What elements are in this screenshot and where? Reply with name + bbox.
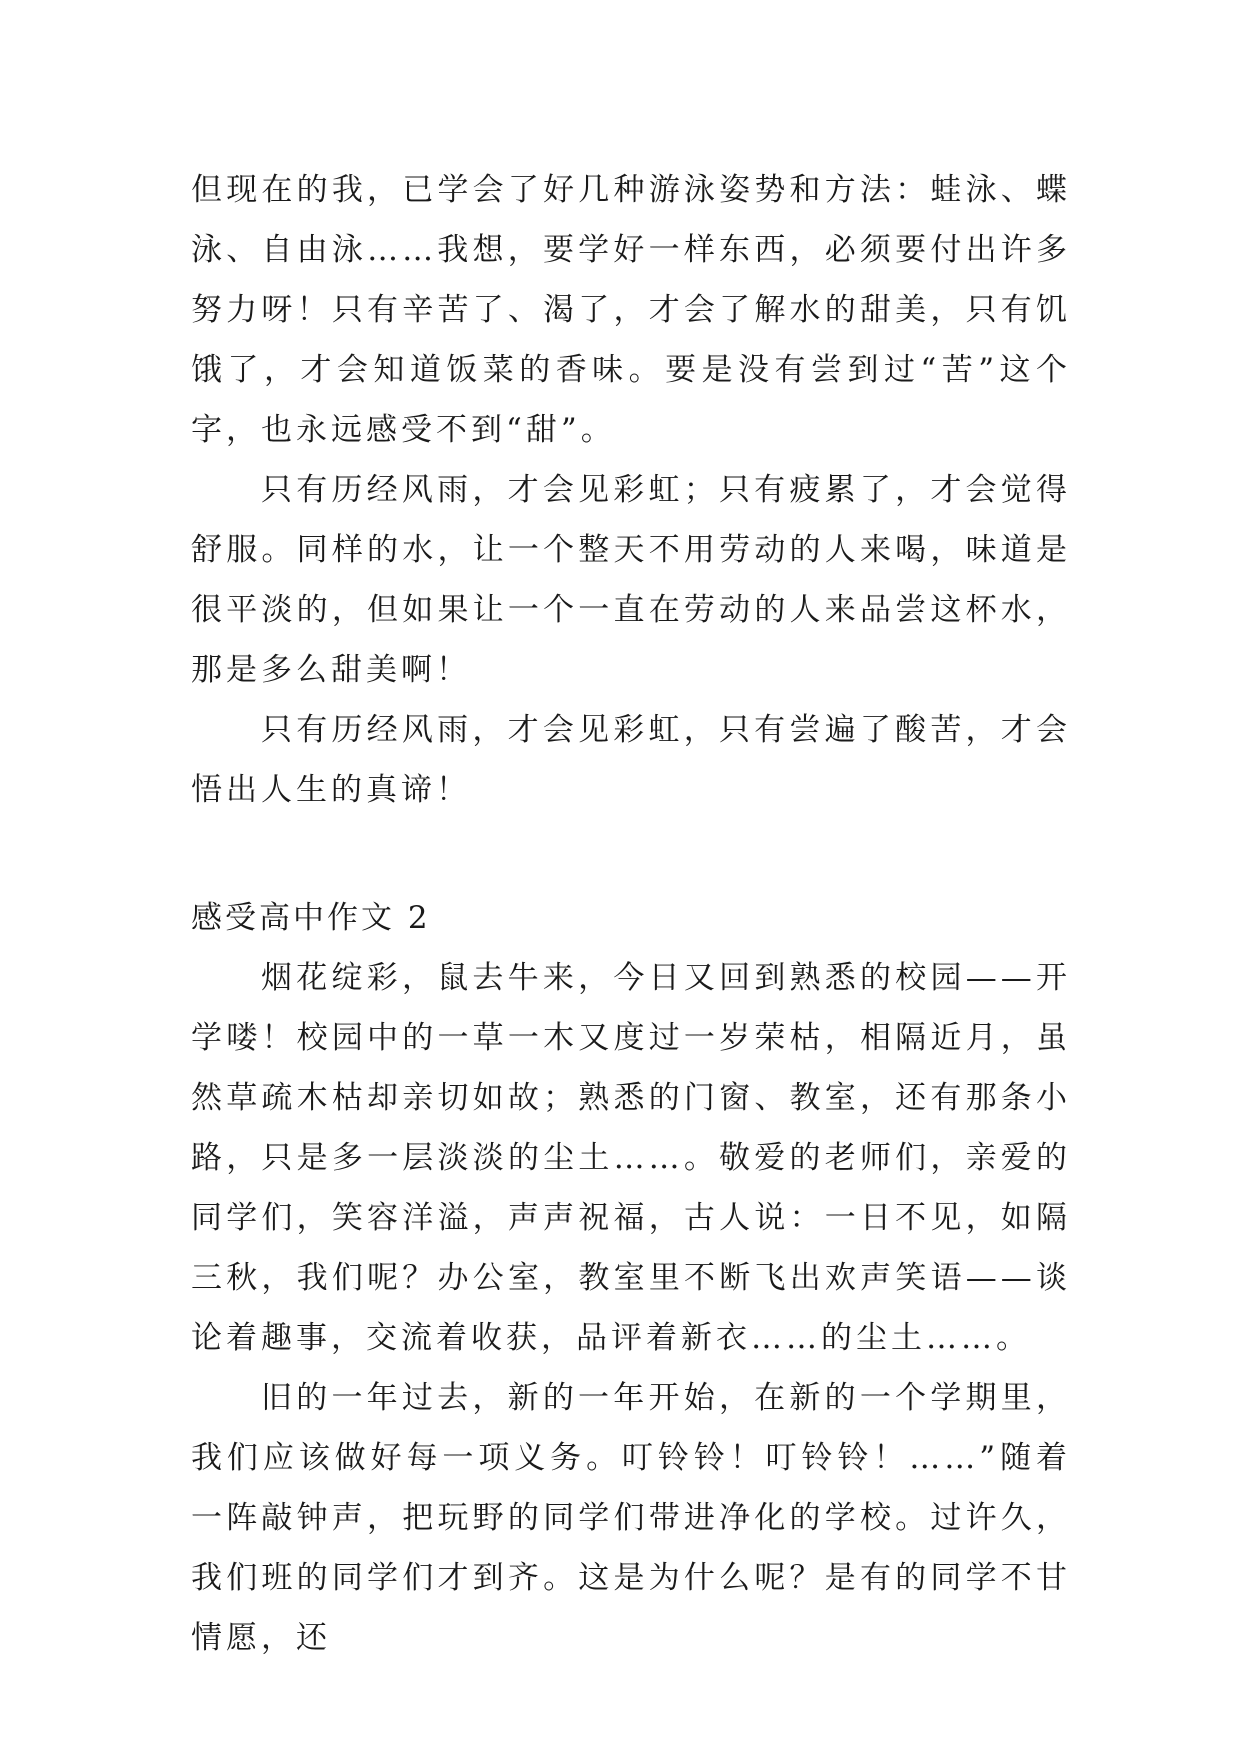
paragraph-school-opening: 烟花绽彩，鼠去牛来，今日又回到熟悉的校园——开学喽！校园中的一草一木又度过一岁荣枯，相隔近月，虽然草疏木枯却亲切如故；熟悉的门窗、教室，还有那条小路，只是多一层淡淡的尘土……。敬爱的老师们，亲爱的同学们，笑容洋溢，声声祝福，古人说：一日不见，如隔三秋，我们呢？办公室，教室里不断飞出欢声笑语——谈论着趣事，交流着收获，品评着新衣……的尘土……。 xyxy=(191,960,1071,1356)
paragraph-rainbow-truth: 只有历经风雨，才会见彩虹，只有尝遍了酸苦，才会悟出人生的真谛！ xyxy=(191,712,1071,808)
section-title: 感受高中作文 2 xyxy=(191,900,431,936)
paragraph-swimming: 但现在的我，已学会了好几种游泳姿势和方法：蛙泳、蝶泳、自由泳……我想，要学好一样东西，必须要付出许多努力呀！只有辛苦了、渴了，才会了解水的甜美，只有饥饿了，才会知道饭菜的香味。要是没有尝到过“苦”这个字，也永远感受不到“甜”。 xyxy=(191,172,1071,448)
document-body xyxy=(191,160,1071,1668)
paragraph-rainbow-tired: 只有历经风雨，才会见彩虹；只有疲累了，才会觉得舒服。同样的水，让一个整天不用劳动的人来喝，味道是很平淡的，但如果让一个一直在劳动的人来品尝这杯水，那是多么甜美啊！ xyxy=(191,472,1071,688)
paragraph-new-semester: 旧的一年过去，新的一年开始，在新的一个学期里，我们应该做好每一项义务。叮铃铃！叮铃铃！……”随着一阵敲钟声，把玩野的同学们带进净化的学校。过许久，我们班的同学们才到齐。这是为什么呢？是有的同学不甘情愿，还 xyxy=(191,1380,1071,1656)
